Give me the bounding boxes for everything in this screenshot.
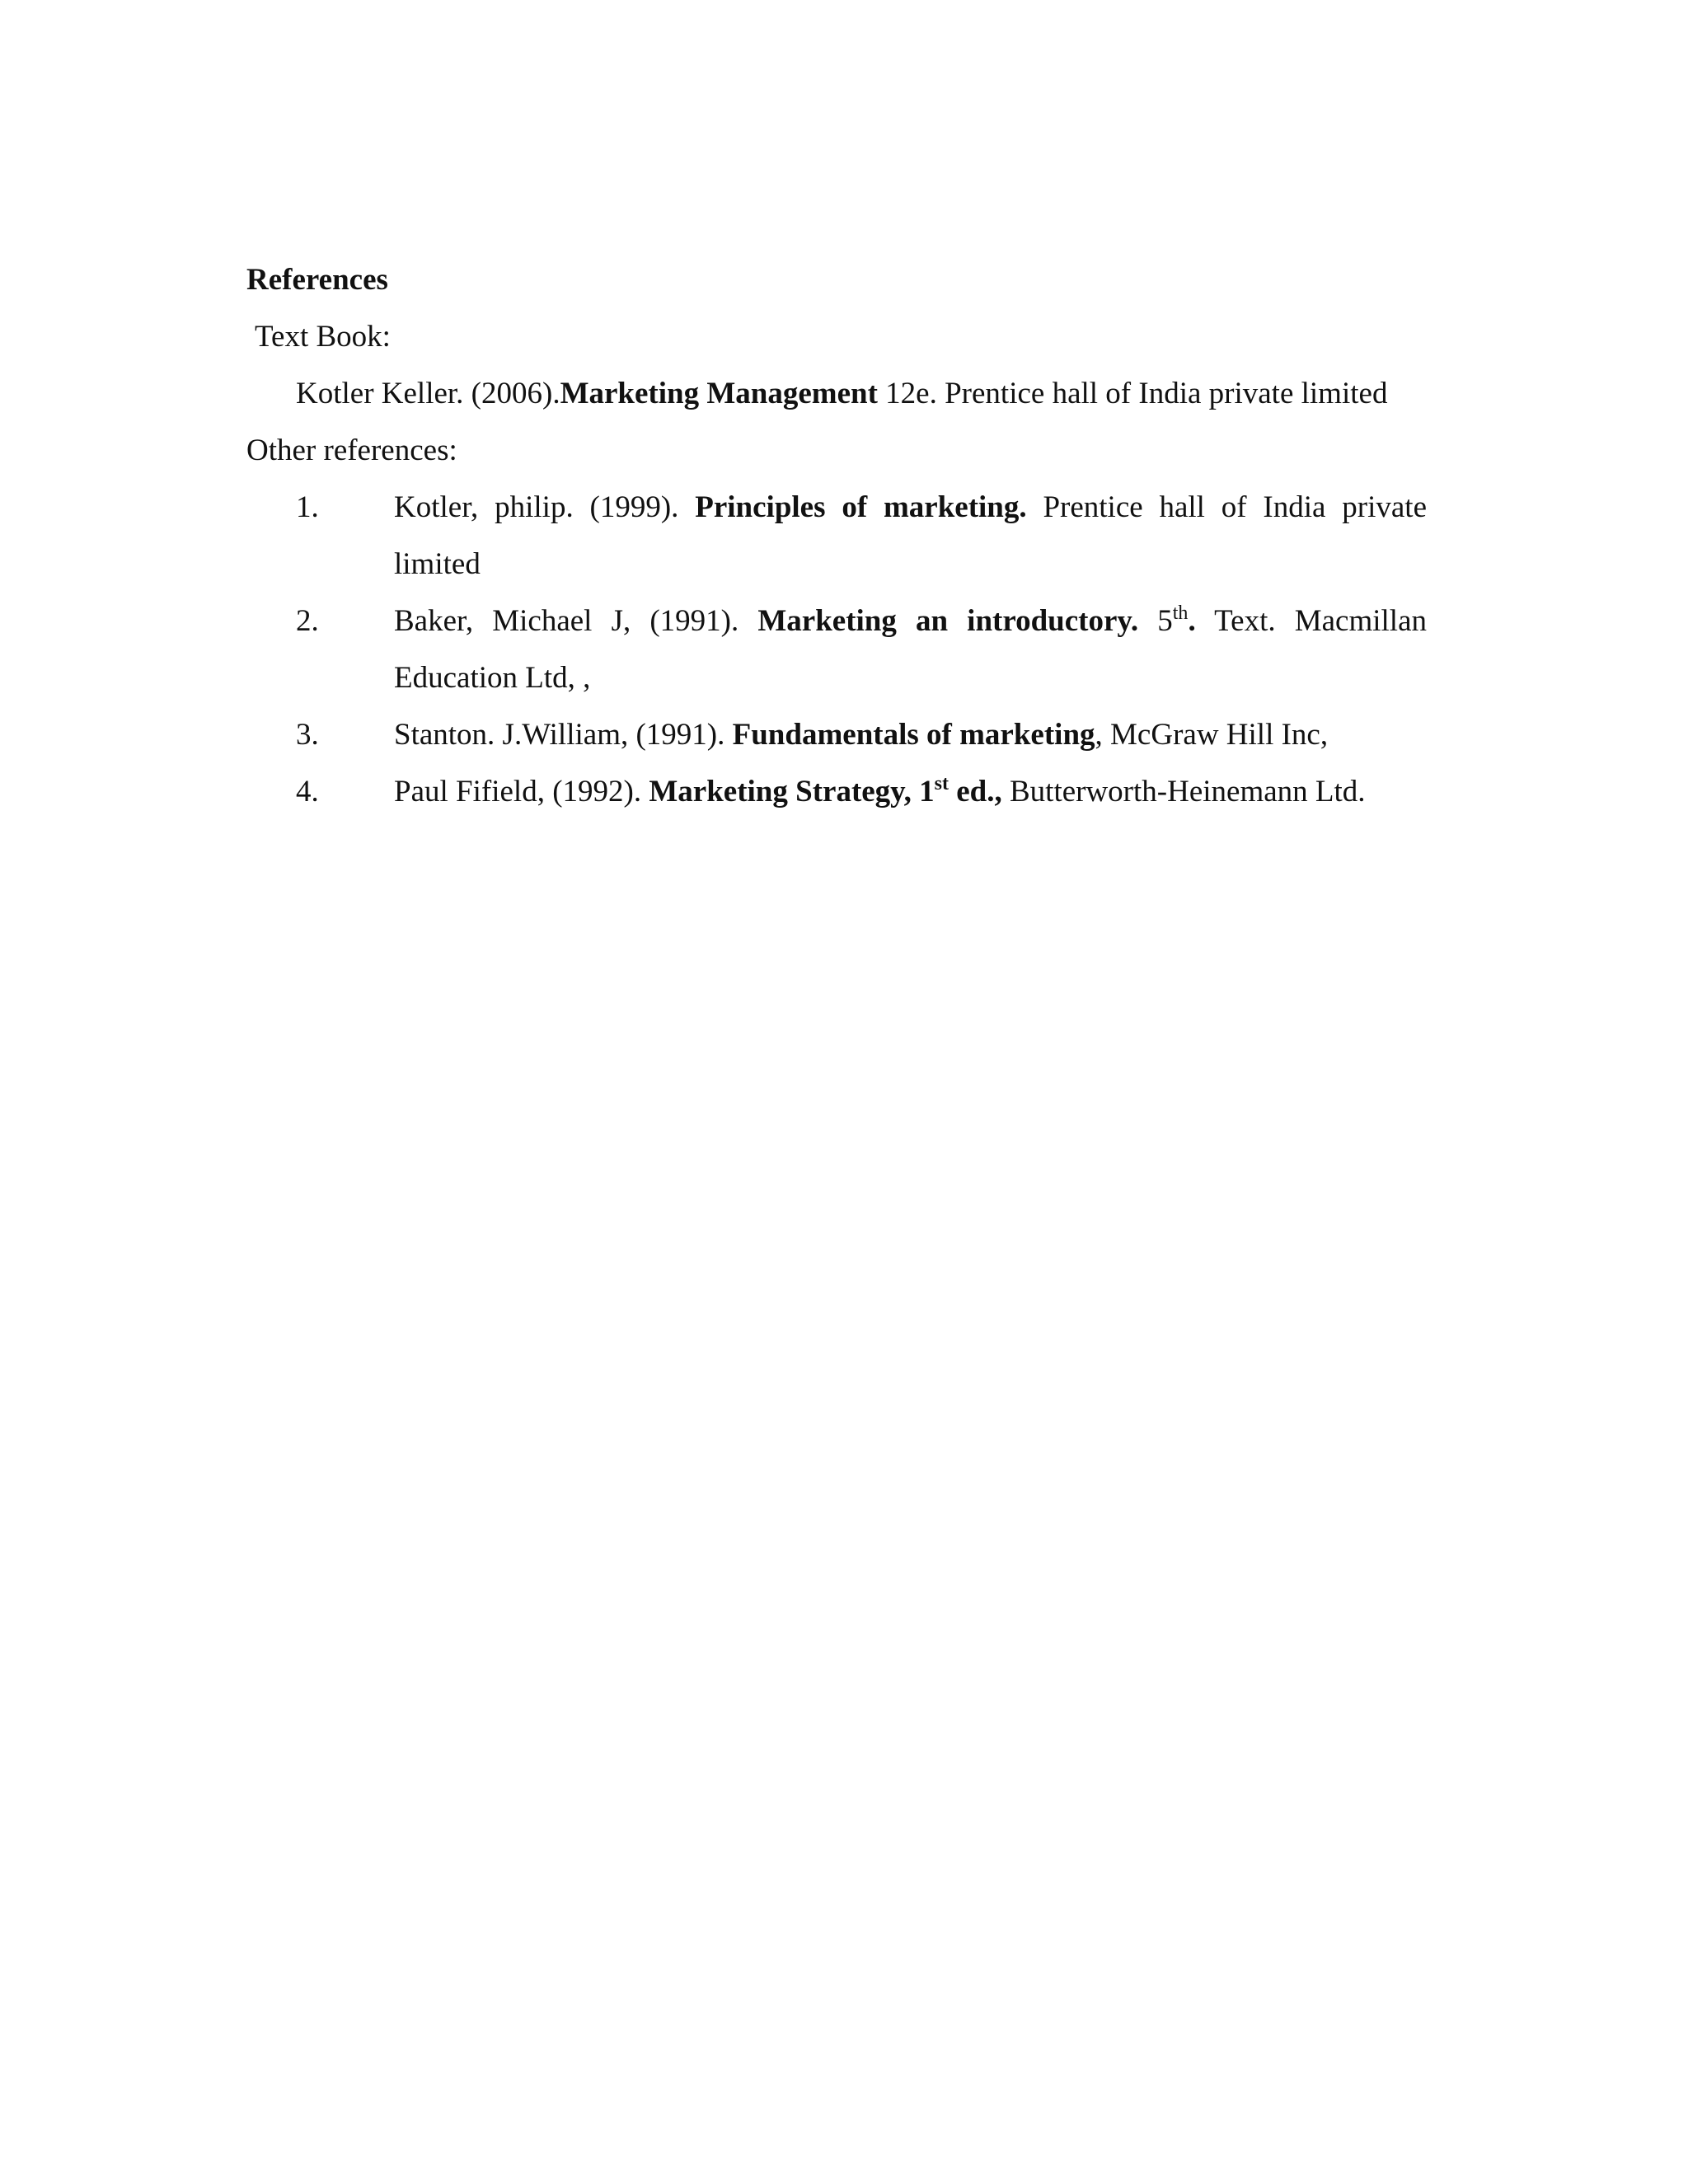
reference-details: Prentice hall of India private limited: [394, 490, 1427, 581]
reference-title: Principles of marketing.: [695, 490, 1027, 524]
textbook-label: Text Book:: [255, 320, 391, 354]
reference-details: Butterworth-Heinemann Ltd.: [1001, 775, 1366, 808]
references-list: [246, 479, 1427, 820]
reference-edition-superscript: th: [1172, 602, 1189, 624]
reference-title-superscript: st: [934, 773, 949, 794]
references-section: [246, 251, 1427, 820]
reference-title: Marketing Strategy, 1: [649, 775, 935, 808]
reference-author-year: Baker, Michael J, (1991).: [394, 604, 758, 638]
reference-number: 3.: [296, 718, 319, 752]
reference-number: 2.: [296, 604, 319, 638]
textbook-author-year: Kotler Keller. (2006).: [296, 377, 560, 410]
reference-title: Fundamentals of marketing: [732, 718, 1095, 752]
reference-item-2: [246, 593, 1427, 706]
reference-edition-dot: .: [1188, 604, 1196, 638]
reference-title: Marketing an introductory.: [757, 604, 1139, 638]
reference-title-end: ed.,: [948, 775, 1002, 808]
reference-author-year: Stanton. J.William, (1991).: [394, 718, 733, 752]
textbook-entry: [246, 365, 1427, 422]
reference-details: Text. Macmillan Education Ltd, ,: [394, 604, 1427, 695]
other-references-label: Other references:: [246, 434, 457, 467]
reference-edition-number: 5: [1138, 604, 1173, 638]
references-heading: References: [246, 263, 388, 297]
reference-number: 1.: [296, 490, 319, 524]
reference-item-1: [246, 479, 1427, 593]
reference-item-3: [246, 706, 1427, 763]
reference-item-4: [246, 763, 1427, 820]
reference-author-year: Paul Fifield, (1992).: [394, 775, 649, 808]
textbook-details: 12e. Prentice hall of India private limited: [877, 377, 1388, 410]
reference-details: , McGraw Hill Inc,: [1095, 718, 1329, 752]
textbook-title: Marketing Management: [560, 377, 878, 410]
reference-number: 4.: [296, 775, 319, 808]
reference-author-year: Kotler, philip. (1999).: [394, 490, 696, 524]
